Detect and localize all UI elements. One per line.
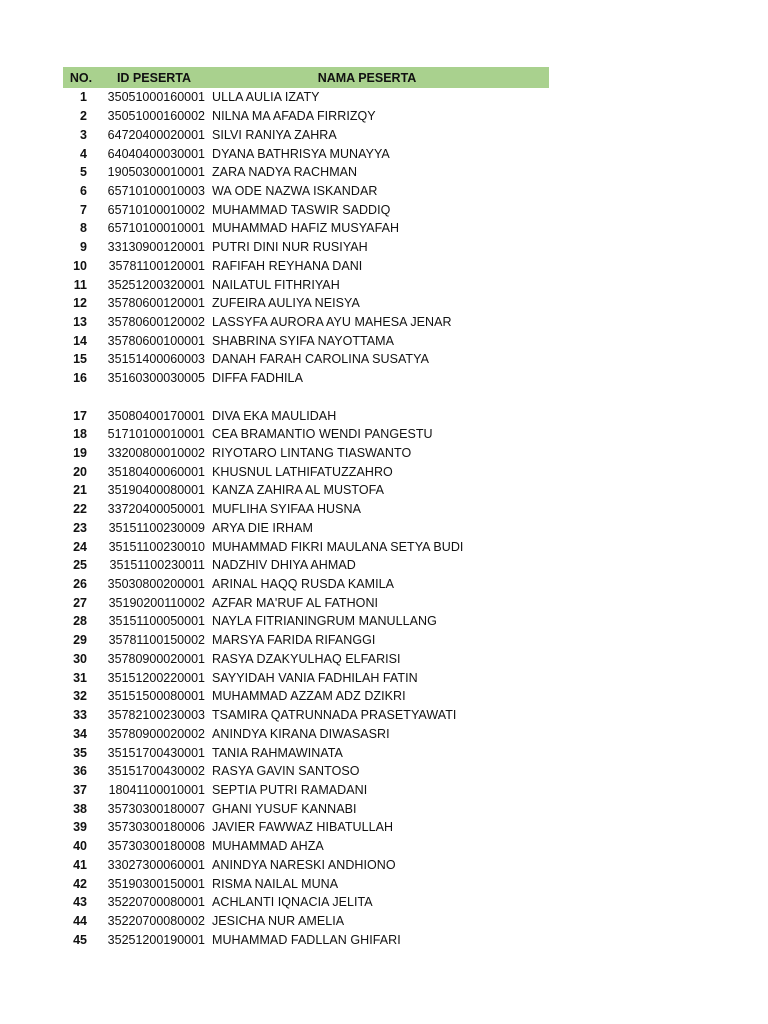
row-number: 27: [73, 595, 87, 610]
row-id-peserta: 19050300010001: [107, 165, 205, 180]
row-number: 35: [73, 745, 87, 760]
table-row: [63, 781, 549, 800]
row-nama-peserta: ULLA AULIA IZATY: [212, 90, 320, 105]
table-row: [63, 444, 549, 463]
row-nama-peserta: ANINDYA NARESKI ANDHIONO: [212, 857, 396, 872]
row-number: 18: [73, 427, 87, 442]
row-id-peserta: 33200800010002: [107, 446, 205, 461]
row-nama-peserta: MUHAMMAD AZZAM ADZ DZIKRI: [212, 689, 406, 704]
row-id-peserta: 35151100230010: [108, 539, 205, 554]
row-number: 40: [73, 839, 87, 854]
row-number: 13: [73, 314, 87, 329]
row-nama-peserta: RIYOTARO LINTANG TIASWANTO: [212, 446, 412, 461]
row-nama-peserta: CEA BRAMANTIO WENDI PANGESTU: [212, 427, 433, 442]
table-row: [63, 144, 549, 163]
table-row: [63, 182, 549, 201]
row-nama-peserta: DIVA EKA MAULIDAH: [212, 408, 337, 423]
row-number: 33: [73, 708, 87, 723]
row-number: 14: [73, 333, 87, 348]
row-id-peserta: 64040400030001: [107, 146, 205, 161]
row-number: 26: [73, 577, 87, 592]
row-id-peserta: 35190400080001: [107, 483, 205, 498]
row-number: 9: [80, 240, 87, 255]
row-id-peserta: 35220700080002: [107, 913, 205, 928]
table-row: [63, 350, 549, 369]
row-number: 1: [80, 90, 87, 105]
row-nama-peserta: MARSYA FARIDA RIFANGGI: [212, 633, 376, 648]
row-nama-peserta: JAVIER FAWWAZ HIBATULLAH: [212, 820, 394, 835]
row-nama-peserta: WA ODE NAZWA ISKANDAR: [212, 183, 378, 198]
row-number: 41: [73, 857, 87, 872]
row-nama-peserta: PUTRI DINI NUR RUSIYAH: [212, 240, 368, 255]
row-nama-peserta: DANAH FARAH CAROLINA SUSATYA: [212, 352, 429, 367]
row-nama-peserta: RAFIFAH REYHANA DANI: [212, 258, 363, 273]
row-nama-peserta: RISMA NAILAL MUNA: [212, 876, 339, 891]
row-nama-peserta: DIFFA FADHILA: [212, 371, 303, 386]
table-row: [63, 238, 549, 257]
table-row: [63, 256, 549, 275]
row-nama-peserta: LASSYFA AURORA AYU MAHESA JENAR: [212, 314, 452, 329]
table-row: [63, 650, 549, 669]
row-nama-peserta: KHUSNUL LATHIFATUZZAHRO: [212, 464, 393, 479]
row-id-peserta: 33720400050001: [107, 502, 205, 517]
table-header: [63, 67, 549, 88]
row-number: 38: [73, 801, 87, 816]
row-number: 12: [73, 296, 87, 311]
row-id-peserta: 65710100010003: [107, 183, 205, 198]
row-number: 2: [80, 109, 87, 124]
row-id-peserta: 35051000160001: [107, 90, 205, 105]
row-number: 32: [73, 689, 87, 704]
table-row: [63, 706, 549, 725]
table-row: [63, 537, 549, 556]
row-id-peserta: 35151700430001: [107, 745, 205, 760]
row-number: 11: [73, 277, 87, 292]
row-number: 43: [73, 895, 87, 910]
table-row: [63, 818, 549, 837]
row-nama-peserta: TSAMIRA QATRUNNADA PRASETYAWATI: [212, 708, 457, 723]
row-id-peserta: 35730300180008: [107, 839, 205, 854]
table-row: [63, 724, 549, 743]
table-row: [63, 687, 549, 706]
table-row: [63, 425, 549, 444]
table-row: [63, 837, 549, 856]
table-row: [63, 125, 549, 144]
row-number: 8: [80, 221, 87, 236]
table-row: [63, 631, 549, 650]
table-row: [63, 912, 549, 931]
row-nama-peserta: MUHAMMAD FIKRI MAULANA SETYA BUDI: [212, 539, 464, 554]
table-row: [63, 668, 549, 687]
row-id-peserta: 35781100150002: [108, 633, 205, 648]
table-row: [63, 275, 549, 294]
row-number: 22: [73, 502, 87, 517]
row-nama-peserta: DYANA BATHRISYA MUNAYYA: [212, 146, 390, 161]
row-nama-peserta: RASYA GAVIN SANTOSO: [212, 764, 360, 779]
row-id-peserta: 35190300150001: [107, 876, 205, 891]
row-id-peserta: 35190200110002: [108, 595, 205, 610]
table-row: [63, 406, 549, 425]
row-nama-peserta: KANZA ZAHIRA AL MUSTOFA: [212, 483, 385, 498]
row-number: 45: [73, 932, 87, 947]
row-id-peserta: 35780600120002: [107, 314, 205, 329]
row-nama-peserta: ARYA DIE IRHAM: [212, 520, 313, 535]
table-row: [63, 500, 549, 519]
row-nama-peserta: NAYLA FITRIANINGRUM MANULLANG: [212, 614, 437, 629]
participant-table: [63, 67, 549, 949]
row-id-peserta: 35160300030005: [107, 371, 205, 386]
row-id-peserta: 35180400060001: [107, 464, 205, 479]
table-row: [63, 331, 549, 350]
row-id-peserta: 35051000160002: [107, 109, 205, 124]
table-row: [63, 481, 549, 500]
row-nama-peserta: MUHAMMAD TASWIR SADDIQ: [212, 202, 391, 217]
row-id-peserta: 35780600100001: [107, 333, 205, 348]
row-id-peserta: 35730300180006: [107, 820, 205, 835]
row-id-peserta: 35151700430002: [107, 764, 205, 779]
row-number: 19: [73, 446, 87, 461]
table-row: [63, 612, 549, 631]
row-nama-peserta: NILNA MA AFADA FIRRIZQY: [212, 109, 376, 124]
table-row: [63, 313, 549, 332]
row-id-peserta: 35151100050001: [108, 614, 205, 629]
row-number: 7: [80, 202, 87, 217]
row-id-peserta: 35780600120001: [107, 296, 205, 311]
row-nama-peserta: ACHLANTI IQNACIA JELITA: [212, 895, 373, 910]
row-nama-peserta: ZUFEIRA AULIYA NEISYA: [212, 296, 360, 311]
row-number: 29: [73, 633, 87, 648]
row-nama-peserta: JESICHA NUR AMELIA: [212, 913, 345, 928]
table-row: [63, 593, 549, 612]
row-id-peserta: 65710100010002: [107, 202, 205, 217]
table-row: [63, 930, 549, 949]
row-number: 23: [73, 520, 87, 535]
row-id-peserta: 51710100010001: [107, 427, 205, 442]
table-row: [63, 874, 549, 893]
row-number: 16: [73, 371, 87, 386]
row-nama-peserta: MUHAMMAD AHZA: [212, 839, 324, 854]
row-id-peserta: 35780900020001: [107, 651, 205, 666]
row-nama-peserta: GHANI YUSUF KANNABI: [212, 801, 357, 816]
row-nama-peserta: AZFAR MA'RUF AL FATHONI: [212, 595, 379, 610]
row-number: 15: [73, 352, 87, 367]
row-id-peserta: 35030800200001: [107, 577, 205, 592]
row-id-peserta: 35782100230003: [107, 708, 205, 723]
table-row: [63, 219, 549, 238]
row-id-peserta: 35151100230009: [108, 520, 205, 535]
row-id-peserta: 35730300180007: [107, 801, 205, 816]
row-id-peserta: 33027300060001: [107, 857, 205, 872]
row-nama-peserta: ZARA NADYA RACHMAN: [212, 165, 358, 180]
row-number: 21: [73, 483, 87, 498]
table-row: [63, 519, 549, 538]
row-nama-peserta: NAILATUL FITHRIYAH: [212, 277, 340, 292]
table-row: [63, 88, 549, 107]
table-row: [63, 369, 549, 388]
row-number: 28: [73, 614, 87, 629]
table-row: [63, 556, 549, 575]
row-number: 17: [73, 408, 87, 423]
row-nama-peserta: NADZHIV DHIYA AHMAD: [212, 558, 356, 573]
header-id-peserta: ID PESERTA: [116, 70, 192, 85]
row-number: 20: [73, 464, 87, 479]
row-nama-peserta: MUFLIHA SYIFAA HUSNA: [212, 502, 361, 517]
row-number: 31: [73, 670, 87, 685]
row-nama-peserta: MUHAMMAD HAFIZ MUSYAFAH: [212, 221, 400, 236]
row-id-peserta: 35151100230011: [109, 558, 205, 573]
table-row: [63, 462, 549, 481]
table-row: [63, 107, 549, 126]
row-nama-peserta: RASYA DZAKYULHAQ ELFARISI: [212, 651, 401, 666]
row-number: 44: [73, 913, 87, 928]
table-row: [63, 294, 549, 313]
row-number: 6: [80, 183, 87, 198]
row-id-peserta: 64720400020001: [107, 127, 205, 142]
table-row: [63, 893, 549, 912]
row-id-peserta: 35780900020002: [107, 726, 205, 741]
table-row: [63, 799, 549, 818]
header-no: NO.: [69, 70, 93, 85]
row-id-peserta: 35251200190001: [107, 932, 205, 947]
row-id-peserta: 35251200320001: [107, 277, 205, 292]
row-number: 5: [80, 165, 87, 180]
row-id-peserta: 35151200220001: [107, 670, 205, 685]
row-nama-peserta: ANINDYA KIRANA DIWASASRI: [212, 726, 390, 741]
row-number: 30: [73, 651, 87, 666]
row-nama-peserta: MUHAMMAD FADLLAN GHIFARI: [212, 932, 401, 947]
row-nama-peserta: TANIA RAHMAWINATA: [212, 745, 343, 760]
row-id-peserta: 65710100010001: [107, 221, 205, 236]
row-id-peserta: 35080400170001: [107, 408, 205, 423]
table-row: [63, 743, 549, 762]
table-row: [63, 200, 549, 219]
row-number: 10: [73, 258, 87, 273]
row-number: 42: [73, 876, 87, 891]
table-body: [63, 88, 549, 949]
row-number: 39: [73, 820, 87, 835]
row-id-peserta: 35220700080001: [107, 895, 205, 910]
row-number: 3: [80, 127, 87, 142]
row-id-peserta: 33130900120001: [107, 240, 205, 255]
header-nama-peserta: NAMA PESERTA: [317, 70, 417, 85]
table-row: [63, 762, 549, 781]
row-id-peserta: 35781100120001: [108, 258, 205, 273]
row-number: 34: [73, 726, 87, 741]
row-nama-peserta: SHABRINA SYIFA NAYOTTAMA: [212, 333, 395, 348]
row-id-peserta: 35151500080001: [107, 689, 205, 704]
row-number: 24: [73, 539, 87, 554]
row-number: 37: [73, 782, 87, 797]
row-nama-peserta: ARINAL HAQQ RUSDA KAMILA: [212, 577, 395, 592]
row-id-peserta: 18041100010001: [108, 782, 205, 797]
table-row: [63, 855, 549, 874]
row-id-peserta: 35151400060003: [107, 352, 205, 367]
row-nama-peserta: SILVI RANIYA ZAHRA: [212, 127, 337, 142]
table-row: [63, 163, 549, 182]
row-nama-peserta: SAYYIDAH VANIA FADHILAH FATIN: [212, 670, 418, 685]
row-nama-peserta: SEPTIA PUTRI RAMADANI: [212, 782, 368, 797]
row-number: 4: [80, 146, 87, 161]
row-number: 25: [73, 558, 87, 573]
table-row: [63, 575, 549, 594]
row-number: 36: [73, 764, 87, 779]
